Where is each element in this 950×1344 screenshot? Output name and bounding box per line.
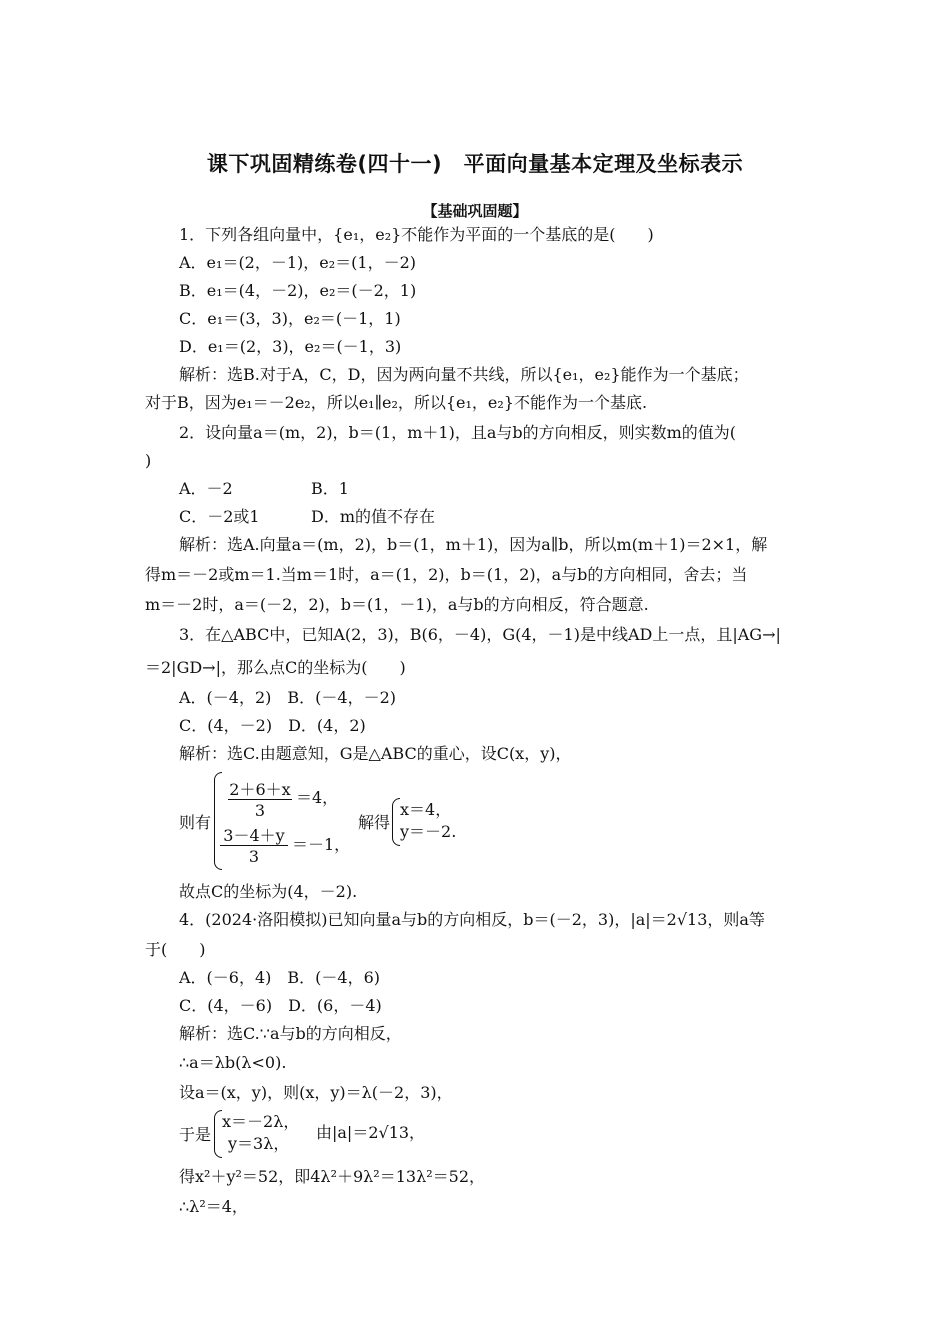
- q1-option-a: A．e₁＝(2，－1)，e₂＝(1，－2): [179, 253, 417, 272]
- fraction-2-denominator: 3: [248, 847, 260, 866]
- q3-options-row1: A．(－4，2) B．(－4，－2): [179, 688, 397, 707]
- q4-options-row2: C．(4，－6) D．(6，－4): [179, 996, 382, 1015]
- solution-y: y＝－2.: [400, 822, 457, 841]
- fraction-2-rhs: ＝－1，: [292, 835, 351, 854]
- q1-option-b: B．e₁＝(4，－2)，e₂＝(－2，1): [179, 281, 417, 300]
- q2-option-d: D．m的值不存在: [311, 507, 436, 526]
- q4-system-brace: [214, 1110, 222, 1158]
- fraction-1-denominator: 3: [254, 801, 266, 820]
- q2-option-a: A．－2: [179, 479, 233, 498]
- q4-analysis-line2: ∴a＝λb(λ<0).: [179, 1053, 287, 1072]
- q1-stem: 1．下列各组向量中，{e₁，e₂}不能作为平面的一个基底的是( ): [179, 225, 654, 244]
- q2-option-b: B．1: [311, 479, 349, 498]
- q4-system-eq2: y＝3λ，: [228, 1134, 290, 1153]
- q2-stem-line1: 2．设向量a＝(m，2)，b＝(1，m＋1)，且a与b的方向相反，则实数m的值为(: [179, 423, 737, 442]
- q2-analysis-line2: 得m＝－2或m＝1.当m＝1时，a＝(1，2)，b＝(1，2)，a与b的方向相同，舍去；当: [145, 565, 748, 584]
- q2-option-c: C．－2或1: [179, 507, 260, 526]
- q4-analysis-line4: 得x²＋y²＝52，即4λ²＋9λ²＝13λ²＝52，: [179, 1167, 485, 1186]
- q3-stem-line2: ＝2|GD→|，那么点C的坐标为( ): [145, 658, 406, 677]
- q3-analysis-line1: 解析：选C.由题意知，G是△ABC的重心，设C(x，y)，: [179, 744, 572, 763]
- q2-analysis-line1: 解析：选A.向量a＝(m，2)，b＝(1，m＋1)，因为a∥b，所以m(m＋1)＝2×1，解: [179, 535, 768, 554]
- q4-options-row1: A．(－6，4) B．(－4，6): [179, 968, 381, 987]
- fraction-1-numerator: 2＋6＋x: [229, 780, 291, 799]
- q3-then-have: 则有: [179, 813, 212, 832]
- q3-stem-line1: 3．在△ABC中，已知A(2，3)，B(6，－4)，G(4，－1)是中线AD上一点，且|AG→|: [179, 625, 781, 644]
- q4-then-label: 于是: [179, 1125, 212, 1144]
- q1-option-d: D．e₁＝(2，3)，e₂＝(－1，3): [179, 337, 402, 356]
- q2-stem-line2: ): [145, 451, 152, 470]
- q4-analysis-line1: 解析：选C.∵a与b的方向相反，: [179, 1024, 402, 1043]
- q1-analysis-line1: 解析：选B.对于A，C，D，因为两向量不共线，所以{e₁，e₂}能作为一个基底；: [179, 365, 749, 384]
- section-heading: 【基础巩固题】: [422, 202, 528, 220]
- solution-brace: [392, 798, 400, 846]
- q4-analysis-line5: ∴λ²＝4，: [179, 1197, 248, 1216]
- q4-from-norm: 由|a|＝2√13，: [316, 1123, 426, 1142]
- page-title: 课下巩固精练卷(四十一) 平面向量基本定理及坐标表示: [206, 152, 744, 176]
- q4-stem-line2: 于( ): [145, 940, 206, 959]
- q3-solve-label: 解得: [358, 813, 391, 832]
- q2-analysis-line3: m＝－2时，a＝(－2，2)，b＝(1，－1)，a与b的方向相反，符合题意.: [145, 595, 649, 614]
- q3-conclusion: 故点C的坐标为(4，－2).: [179, 882, 358, 901]
- q1-analysis-line2: 对于B，因为e₁＝－2e₂，所以e₁∥e₂，所以{e₁，e₂}不能作为一个基底.: [145, 393, 648, 412]
- q1-option-c: C．e₁＝(3，3)，e₂＝(－1，1): [179, 309, 401, 328]
- fraction-2-numerator: 3－4＋y: [223, 826, 285, 845]
- solution-x: x＝4，: [400, 800, 452, 819]
- fraction-1-rhs: ＝4，: [296, 788, 339, 807]
- q3-options-row2: C．(4，－2) D．(4，2): [179, 716, 366, 735]
- q4-analysis-line3: 设a＝(x，y)，则(x，y)＝λ(－2，3)，: [179, 1083, 453, 1102]
- q4-stem-line1: 4．(2024·洛阳模拟)已知向量a与b的方向相反，b＝(－2，3)，|a|＝2√13，则a等: [179, 910, 765, 929]
- q4-system-eq1: x＝－2λ，: [222, 1112, 300, 1131]
